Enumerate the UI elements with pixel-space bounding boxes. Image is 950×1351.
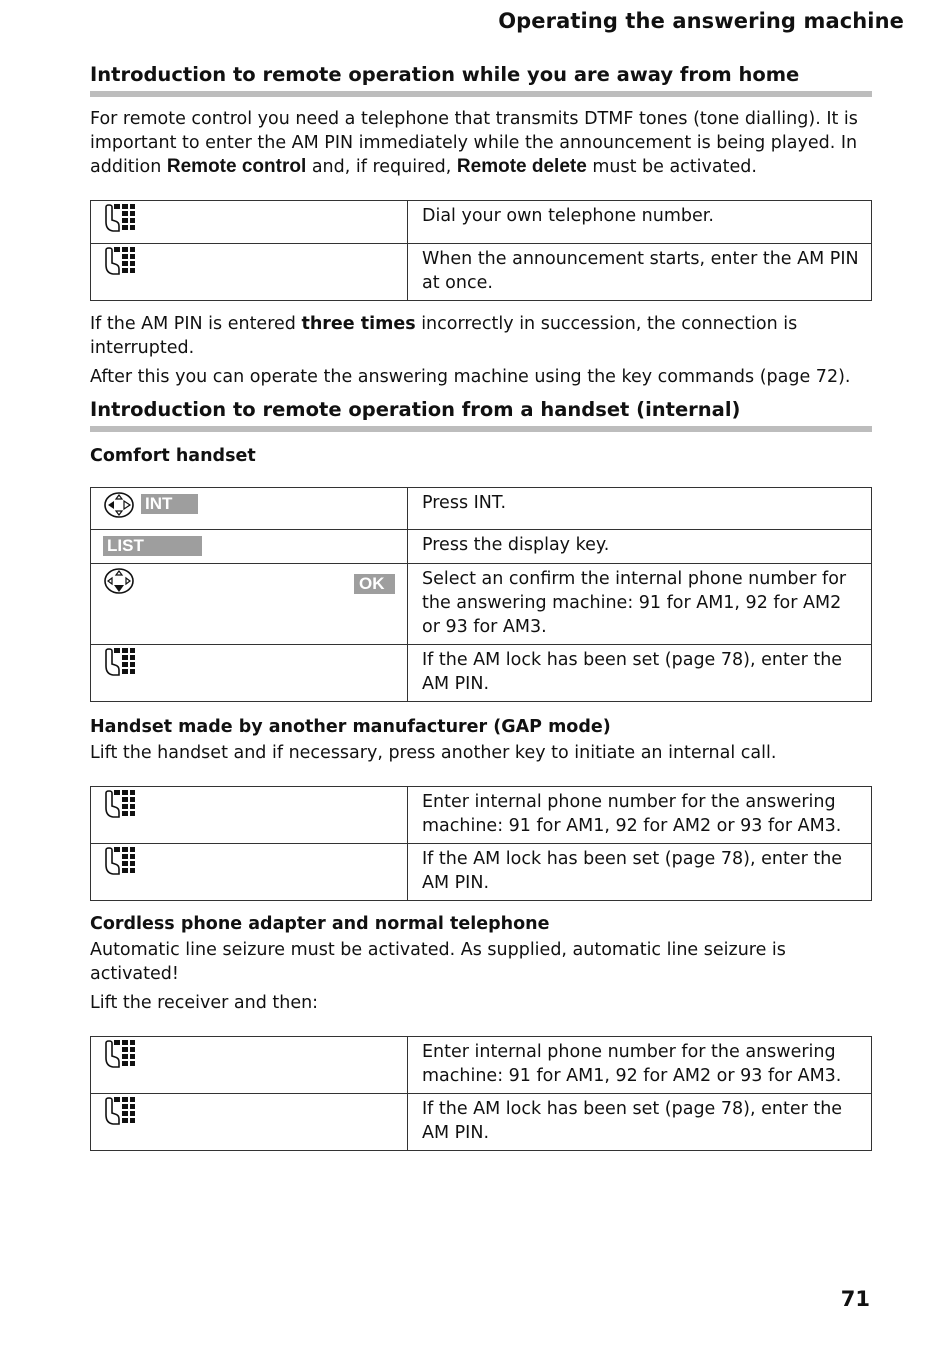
menu-keyword-remote-control: Remote control [166,156,307,177]
table-row [91,645,872,702]
step-text: If the AM lock has been set (page 78), enter the AM PIN. [408,645,872,702]
keypad-icon [103,1040,135,1077]
steps-table [90,786,872,901]
table-row [91,488,872,530]
table-row [91,564,872,645]
keypad-icon [103,847,135,884]
section-remote-away [90,62,872,389]
failed-pin-note: If the AM PIN is entered three times incorrectly in succession, the connection is interrupted. [90,314,798,358]
keypad-icon [103,247,135,284]
keypad-icon [103,790,135,827]
softkey-int: INT [141,494,198,514]
section-rule [90,426,872,432]
steps-table [90,487,872,702]
section-intro: For remote control you need a telephone that transmits DTMF tones (tone dialling). It is important to enter the AM PIN immediately while the announcement is being played. In addition Remote control and, if required, Remote delete must be activated. [90,109,858,177]
subsection-heading: Comfort handset [90,446,256,466]
step-text: If the AM lock has been set (page 78), enter the AM PIN. [408,844,872,901]
section-rule [90,91,872,97]
keypad-icon [103,204,135,241]
section-title: Introduction to remote operation while you are away from home [90,63,800,86]
step-text: Press the display key. [408,530,872,564]
page-number: 71 [840,1287,870,1311]
keypad-icon [103,648,135,685]
table-row [91,787,872,844]
nav-left-icon [103,490,135,527]
subsection-intro: Automatic line seizure must be activated. As supplied, automatic line seizure is activated! [90,940,786,984]
subsection-intro: Lift the handset and if necessary, press another key to initiate an internal call. [90,743,777,763]
table-row [91,1094,872,1151]
subsection-heading: Handset made by another manufacturer (GAP mode) [90,717,611,737]
section-title: Introduction to remote operation from a handset (internal) [90,398,741,421]
running-head: Operating the answering machine [498,9,904,33]
step-text: Enter internal phone number for the answering machine: 91 for AM1, 92 for AM2 or 93 for AM3. [408,787,872,844]
step-text: Dial your own telephone number. [408,201,872,244]
softkey-ok: OK [354,574,395,594]
subsection-heading: Cordless phone adapter and normal telephone [90,914,550,934]
subsection-intro-2: Lift the receiver and then: [90,993,319,1013]
table-row [91,530,872,564]
step-text: Enter internal phone number for the answering machine: 91 for AM1, 92 for AM2 or 93 for AM3. [408,1037,872,1094]
section-remote-internal [90,397,872,1151]
keypad-icon [103,1097,135,1134]
step-text: Press INT. [408,488,872,530]
key-commands-note: After this you can operate the answering machine using the key commands (page 72). [90,367,851,387]
step-text: Select an confirm the internal phone number for the answering machine: 91 for AM1, 92 for AM2 or 93 for AM3. [408,564,872,645]
table-row [91,201,872,244]
steps-table [90,1036,872,1151]
table-row [91,844,872,901]
step-text: When the announcement starts, enter the AM PIN at once. [408,244,872,301]
table-row [91,1037,872,1094]
nav-down-icon [103,566,135,603]
step-text: If the AM lock has been set (page 78), enter the AM PIN. [408,1094,872,1151]
softkey-list: LIST [103,536,202,556]
steps-table [90,200,872,301]
table-row [91,244,872,301]
menu-keyword-remote-delete: Remote delete [456,156,587,177]
